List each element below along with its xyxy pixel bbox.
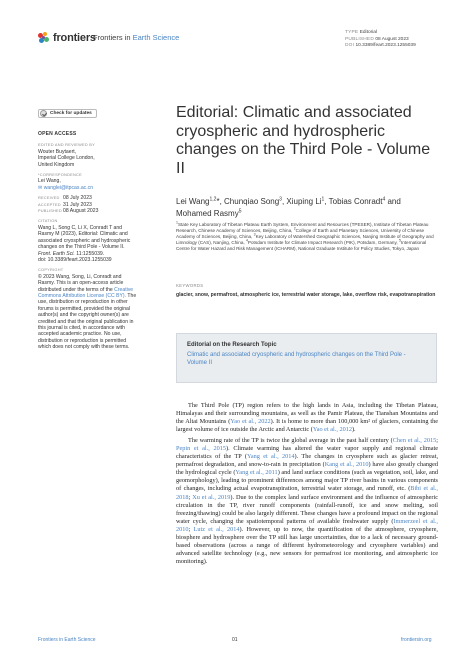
- affiliation-index: 1: [176, 220, 178, 225]
- body-text-run: ;: [188, 525, 194, 533]
- edited-by-section: EDITED AND REVIEWED BY Wouter Buytaert, Imperial College London, United Kingdom: [38, 142, 95, 168]
- citation-section: CITATION Wang L, Song C, Li X, Conradt T and Rasmy M (2023), Editorial: Climatic and associated cryospheric and hydrospheric changes on the Third Pole - Volume II. Front. Earth Sci. 11:1255039. doi: 10.3389/feart.2023.1255039: [38, 218, 131, 263]
- body-text-run: The Third Pole (TP) region refers to the high lands in Asia, including the Tibetan Plateau, Himalayas and their surrounding mountains, as well as the Pamir Plateau, the Tianshan Mountains and the Altai Mountains (: [176, 402, 438, 426]
- body-text-run: ).: [351, 426, 356, 434]
- reference-link[interactable]: Chen et al., 2015: [392, 437, 437, 445]
- affiliation-text: International Centre for Water Hazard and Risk Management (ICHARM), National Graduate Institute for Policy Studies, Tokyo, Japan: [176, 240, 427, 252]
- footer-journal-link[interactable]: Frontiers in Earth Science: [38, 637, 96, 643]
- body-text-run: ). The changes in cryosphere such as glacier retreat, permafrost degradation, and snow-to-rain in precipitation (: [176, 453, 439, 469]
- research-topic-box: [176, 333, 437, 383]
- keywords-label: KEYWORDS: [176, 283, 204, 288]
- author-affiliation-index: 4: [382, 196, 386, 203]
- author-name[interactable]: Chunqiao Song: [224, 197, 280, 206]
- reference-link[interactable]: Yang et al., 2014: [246, 453, 295, 461]
- author-affiliation-index: 5: [238, 207, 242, 214]
- check-for-updates-button[interactable]: Check for updates: [38, 109, 97, 118]
- body-text-run: ) have also greatly changed the hydrological cycle (: [176, 461, 438, 477]
- author-affiliation-index: 1: [321, 196, 325, 203]
- body-text-run: ). Climate warming has altered the water vapor supply and regional climate characteristics of the TP (: [176, 445, 438, 461]
- reference-link[interactable]: Immerzeel et al., 2010: [176, 517, 438, 533]
- author-name[interactable]: Mohamed Rasmy: [176, 208, 239, 218]
- reference-link[interactable]: Yang et al., 2011: [235, 469, 278, 477]
- check-icon: [40, 110, 47, 117]
- author-name[interactable]: Xiuping Li: [286, 197, 322, 206]
- brand-name: frontiers: [53, 32, 96, 44]
- doi-link[interactable]: 10.3389/feart.2023.1255039: [355, 43, 416, 48]
- article-body: [176, 402, 438, 569]
- body-text-run: ) and land surface conditions (such as vegetation, soil, lake, and geomorphology), leading to prominent differences among major TP river basins in various components of changes, including actual evapotranspiration, terrestrial water storage, and runoff, etc. (: [176, 469, 438, 493]
- body-paragraph: [176, 402, 438, 434]
- reference-link[interactable]: Pepin et al., 2015: [176, 445, 226, 453]
- correspondence-email-link[interactable]: ✉ wanglei@itpcas.ac.cn: [38, 184, 94, 191]
- reference-link[interactable]: Xu et al., 2019: [192, 493, 231, 501]
- research-topic-link[interactable]: Climatic and associated cryospheric and hydrospheric changes on the Third Pole - Volume II: [187, 352, 406, 366]
- body-text-run: ). Due to the complex land surface environment and the influence of atmospheric circulation in the TP, river runoff components (rainfall-runoff, ice and snow melting, soil freezing/thawing) could be also largely different. These changes have a profound impact on the regional water cycle, changing the spatiotemporal patterns of available freshwater supply (: [176, 493, 438, 525]
- affiliation-index: 2: [293, 226, 296, 231]
- body-text-run: ). However, up to now, the quantification of the atmosphere, cryosphere, biosphere and hydrosphere over the TP still has large uncertainties, due to a lack of necessary ground-based observations (across a range of different hydrometeorology and cryosphere variables) and advanced satellite technology (e.g., new sensors for permafrost ice monitoring, and atmospheric ice monitoring).: [176, 525, 438, 565]
- cc-license-link[interactable]: Creative Commons Attribution License (CC BY).: [38, 286, 134, 299]
- affiliation-index: 4: [245, 238, 248, 243]
- reference-link[interactable]: Yao et al., 2012: [312, 426, 352, 434]
- article-meta: TYPE Editorial PUBLISHED 08 August 2023 DOI 10.3389/feart.2023.1255039: [345, 30, 416, 48]
- author-name[interactable]: Lei Wang: [176, 197, 210, 206]
- research-topic-label: Editorial on the Research Topic: [187, 342, 277, 348]
- author-name[interactable]: Tobias Conradt: [328, 197, 383, 206]
- reference-link[interactable]: Bibi et al., 2018: [176, 485, 438, 501]
- author-list: Lei Wang$^{1,2}$*, Chunqiao Song$^3$, Xiuping Li$^1$, Tobias Conradt$^4$ and Mohamed Rasmy$^5$: [176, 196, 401, 218]
- affiliation-text: Key Laboratory of Watershed Geographic Sciences, Nanjing Institute of Geography and Limnology (CAS), Nanjing, China,: [176, 234, 434, 246]
- reference-link[interactable]: Yao et al., 2022: [230, 418, 271, 426]
- reference-link[interactable]: Lutz et al., 2014: [193, 525, 240, 533]
- footer-site-link[interactable]: frontiersin.org: [401, 637, 432, 643]
- affiliation-index: 5: [398, 238, 401, 243]
- affiliation-index: 3: [253, 232, 256, 237]
- correspondence-section: *CORRESPONDENCE Lei Wang, ✉ wanglei@itpcas.ac.cn: [38, 172, 138, 191]
- dates-section: RECEIVED 08 July 2023 ACCEPTED 31 July 2023 PUBLISHED 08 August 2023: [38, 195, 99, 215]
- page-number: 01: [232, 637, 238, 643]
- body-text-run: ). It is home to more than 100,000 km² of glaciers, containing the largest volume of ice outside the Arctic and Antarctic (: [176, 418, 439, 434]
- article-title: Editorial: Climatic and associated cryospheric and hydrospheric changes on the Third Pole - Volume II: [176, 104, 431, 177]
- author-affiliation-index: 3: [279, 196, 282, 203]
- reference-link[interactable]: Kang et al., 2010: [324, 461, 369, 469]
- affiliations: [176, 222, 438, 252]
- open-access-label: OPEN ACCESS: [38, 131, 77, 137]
- affiliation-text: State Key Laboratory of Tibetan Plateau Earth System, Environment and Resources (TPESER), Institute of Tibetan Plateau Research, Chinese Academy of Sciences, Beijing, China,: [176, 222, 429, 234]
- copyright-section: COPYRIGHT © 2023 Wang, Song, Li, Conradt and Rasmy. This is an open-access article distributed under the terms of the Creative Commons Attribution License (CC BY). The use, distribution or reproduction in other forums is permitted, provided the original author(s) and the copyright owner(s) are credited and that the original publication in this journal is cited, in accordance with accepted academic practice. No use, distribution or reproduction is permitted which does not comply with these terms.: [38, 267, 137, 351]
- body-paragraph: [176, 437, 438, 566]
- body-text-run: The warming rate of the TP is twice the global average in the past half century (: [188, 437, 393, 445]
- affiliation-text: Potsdam Institute for Climate Impact Research (PIK), Potsdam, Germany,: [247, 240, 399, 246]
- article-sidebar: [38, 131, 138, 355]
- affiliation-text: College of Earth and Planetary Sciences, University of Chinese Academy of Sciences, Beijing, China,: [176, 228, 425, 240]
- body-text-run: ;: [436, 437, 438, 445]
- frontiers-logo[interactable]: [38, 31, 96, 45]
- body-text-run: ;: [188, 493, 193, 501]
- keywords: glacier, snow, permafrost, atmospheric ice, terrestrial water storage, lake, overflow risk, evapotranspiration: [176, 292, 436, 298]
- frontiers-logo-icon: [38, 32, 50, 44]
- author-affiliation-index: 1,2: [209, 196, 217, 203]
- journal-name[interactable]: Frontiers in Earth Science: [93, 33, 180, 42]
